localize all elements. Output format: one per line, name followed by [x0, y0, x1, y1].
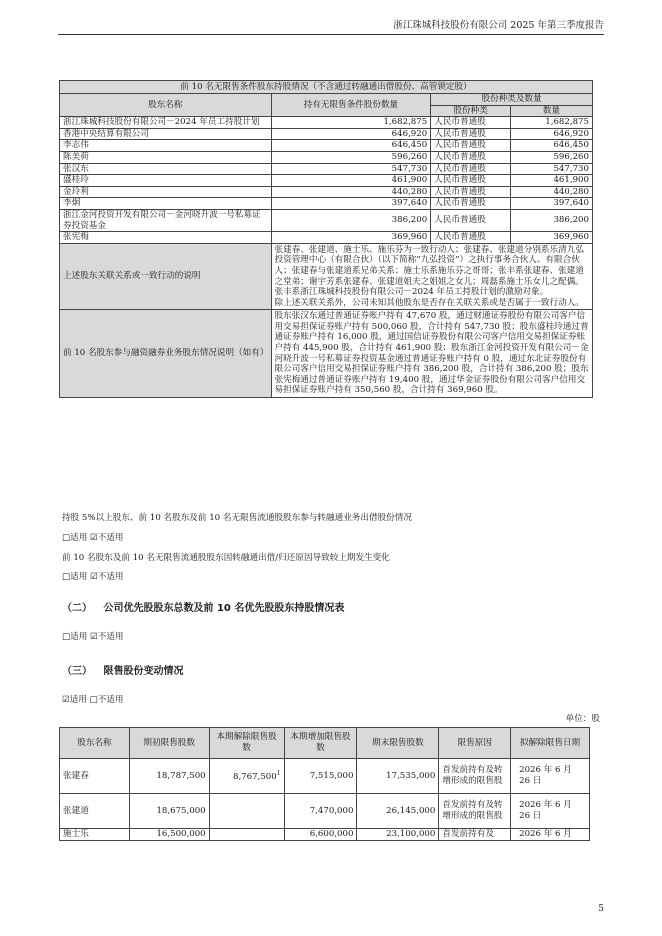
share-type: 人民币普通股	[431, 151, 511, 163]
shareholder-qty: 596,260	[271, 151, 431, 163]
share-type: 人民币普通股	[431, 198, 511, 210]
shareholder-name: 浙江珠城科技股份有限公司－2024 年员工持股计划	[60, 117, 272, 129]
table-row	[60, 140, 593, 152]
holder-name: 张建道	[60, 794, 130, 829]
table-row	[60, 151, 593, 163]
margin-trading-label: 前 10 名股东参与融资融券业务股东情况说明（如有）	[60, 310, 272, 398]
released-shares	[209, 794, 284, 829]
share-amount: 596,260	[511, 151, 593, 163]
shareholder-name: 盛桂玲	[60, 175, 272, 187]
share-amount: 461,900	[511, 175, 593, 187]
share-type: 人民币普通股	[431, 163, 511, 175]
shareholder-qty: 646,450	[271, 140, 431, 152]
shareholder-name: 李炯	[60, 198, 272, 210]
table-row	[60, 198, 593, 210]
shareholder-qty: 397,640	[271, 198, 431, 210]
restriction-reason: 首发前持有及	[439, 829, 511, 841]
shareholder-name: 张宪梅	[60, 232, 272, 244]
header-divider	[58, 34, 604, 35]
released-shares: 8,767,500	[232, 772, 277, 783]
table-row	[60, 128, 593, 140]
col-header-name: 股东名称	[60, 94, 272, 117]
footnote-marker: 1	[276, 770, 281, 778]
end-shares: 26,145,000	[357, 794, 439, 829]
col-header-qty: 持有无限售条件股份数量	[271, 94, 431, 117]
restricted-shares-table	[59, 727, 590, 841]
released-shares-cell	[209, 759, 284, 794]
table-row	[60, 163, 593, 175]
share-amount: 646,920	[511, 128, 593, 140]
shareholder-qty: 1,682,875	[271, 117, 431, 129]
shareholder-qty: 440,280	[271, 186, 431, 198]
begin-shares: 16,500,000	[129, 829, 209, 841]
end-shares: 23,100,000	[357, 829, 439, 841]
begin-shares: 18,675,000	[129, 794, 209, 829]
share-type: 人民币普通股	[431, 128, 511, 140]
section-title: 限售股份变动情况	[103, 666, 184, 677]
share-amount: 369,960	[511, 232, 593, 244]
share-amount: 386,200	[511, 209, 593, 231]
col-header: 限售原因	[439, 728, 511, 759]
end-shares: 17,535,000	[357, 759, 439, 794]
holder-name: 张建春	[60, 759, 130, 794]
added-shares: 6,600,000	[284, 829, 357, 841]
unit-label: 单位：股	[565, 714, 600, 724]
share-amount: 1,682,875	[511, 117, 593, 129]
release-date: 2026 年 6 月 26 日	[511, 759, 590, 794]
page-number: 5	[598, 904, 604, 914]
table-row	[60, 117, 593, 129]
col-header: 期末限售股数	[357, 728, 439, 759]
applicability-check-2: □适用 ☑不适用	[62, 572, 124, 582]
table-row	[60, 209, 593, 231]
restriction-reason: 首发前持有及转增形成的限售股	[439, 794, 511, 829]
shareholder-qty: 386,200	[271, 209, 431, 231]
section-heading-preferred	[62, 599, 344, 614]
release-date: 2026 年 6 月 26 日	[511, 794, 590, 829]
table-caption: 前 10 名无限售条件股东持股情况（不含通过转融通出借股份、高管锁定股）	[60, 81, 593, 94]
applicability-check-3: □适用 ☑不适用	[62, 632, 124, 642]
share-type: 人民币普通股	[431, 186, 511, 198]
share-amount: 646,450	[511, 140, 593, 152]
applicability-check-1: □适用 ☑不适用	[62, 533, 124, 543]
change-paragraph: 前 10 名股东及前 10 名无限售流通股股东因转融通出借/归还原因导致较上期发生变化	[62, 553, 390, 563]
col-header: 股东名称	[60, 728, 130, 759]
col-header-type-group: 股份种类及数量	[431, 94, 593, 106]
col-header: 本期增加限售股数	[284, 728, 357, 759]
shareholder-name: 李志伟	[60, 140, 272, 152]
col-header: 本期解除限售股数	[209, 728, 284, 759]
col-header: 拟解除限售日期	[511, 728, 590, 759]
top10-shareholders-table	[59, 80, 593, 398]
related-parties-row	[60, 243, 593, 310]
release-date: 2026 年 6 月	[511, 829, 590, 841]
holder-name: 施士乐	[60, 829, 130, 841]
share-type: 人民币普通股	[431, 175, 511, 187]
added-shares: 7,470,000	[284, 794, 357, 829]
share-type: 人民币普通股	[431, 140, 511, 152]
begin-shares: 18,787,500	[129, 759, 209, 794]
restriction-reason: 首发前持有及转增形成的限售股	[439, 759, 511, 794]
table-row	[60, 175, 593, 187]
section-heading-restricted	[62, 662, 183, 677]
table-row	[60, 794, 590, 829]
table-row	[60, 232, 593, 244]
section-number: （三）	[62, 666, 92, 677]
released-shares	[209, 829, 284, 841]
share-amount: 547,730	[511, 163, 593, 175]
share-type: 人民币普通股	[431, 232, 511, 244]
shareholder-qty: 646,920	[271, 128, 431, 140]
related-parties-text: 张建春、张建道、施士乐、施乐芬为一致行动人；张建春、张建道分别系乐清九弘投资管理中心（有限合伙）（以下简称“九弘投资”）之执行事务合伙人、有限合伙人；张建春与张建道系兄弟关系；施士乐系施乐芬之哥哥；张丰系张建春、张建道之堂弟；谢宇芳系张建春、张建道姐夫之姐姐之女儿；周磊系施士乐女儿之配偶。张丰系浙江珠城科技股份有限公司－2024 年员工持股计划的激励对象。 除上述关联关系外，公司未知其他股东是否存在关联关系或是否属于一致行动人。	[271, 243, 592, 310]
share-type: 人民币普通股	[431, 209, 511, 231]
col-header-amount: 数量	[511, 105, 593, 117]
col-header-type: 股份种类	[431, 105, 511, 117]
added-shares: 7,515,000	[284, 759, 357, 794]
shareholder-name: 陈美荷	[60, 151, 272, 163]
shareholder-qty: 547,730	[271, 163, 431, 175]
section-title: 公司优先股股东总数及前 10 名优先股股东持股情况表	[103, 603, 345, 614]
share-amount: 440,280	[511, 186, 593, 198]
margin-trading-text: 股东张汉东通过普通证券账户持有 47,670 股，通过财通证券股份有限公司客户信用交易担保证券账户持有 500,060 股，合计持有 547,730 股；股东盛桂玲通过普通证券账户持有 16,000 股，通过国信证券股份有限公司客户信用交易担保证券账户持有 445,900 股，合计持有 461,900 股；股东浙江金河投资开发有限公司－金河晓升波一号私募证券投资基金通过普通证券账户持有 0 股，通过东北证券股份有限公司客户信用交易担保证券账户持有 386,200 股，合计持有 386,200 股；股东张宪梅通过普通证券账户持有 19,400 股，通过华金证券股份有限公司客户信用交易担保证券账户持有 350,560 股，合计持有 369,960 股。	[271, 310, 592, 398]
page-header-title: 浙江珠城科技股份有限公司 2025 年第三季度报告	[393, 20, 604, 31]
related-parties-label: 上述股东关联关系或一致行动的说明	[60, 243, 272, 310]
margin-trading-row	[60, 310, 593, 398]
shareholder-name: 浙江金河投资开发有限公司－金河晓升波一号私募证券投资基金	[60, 209, 272, 231]
shareholder-name: 金玲利	[60, 186, 272, 198]
table-row	[60, 829, 590, 841]
section-number: （二）	[62, 603, 92, 614]
shareholder-qty: 369,960	[271, 232, 431, 244]
lending-paragraph: 持股 5%以上股东、前 10 名股东及前 10 名无限售流通股股东参与转融通业务出借股份情况	[62, 513, 412, 523]
share-type: 人民币普通股	[431, 117, 511, 129]
table-row	[60, 759, 590, 794]
shareholder-qty: 461,900	[271, 175, 431, 187]
applicability-check-4: ☑适用 □不适用	[62, 695, 124, 705]
shareholder-name: 张汉东	[60, 163, 272, 175]
table-row	[60, 186, 593, 198]
shareholder-name: 香港中央结算有限公司	[60, 128, 272, 140]
col-header: 期初限售股数	[129, 728, 209, 759]
share-amount: 397,640	[511, 198, 593, 210]
